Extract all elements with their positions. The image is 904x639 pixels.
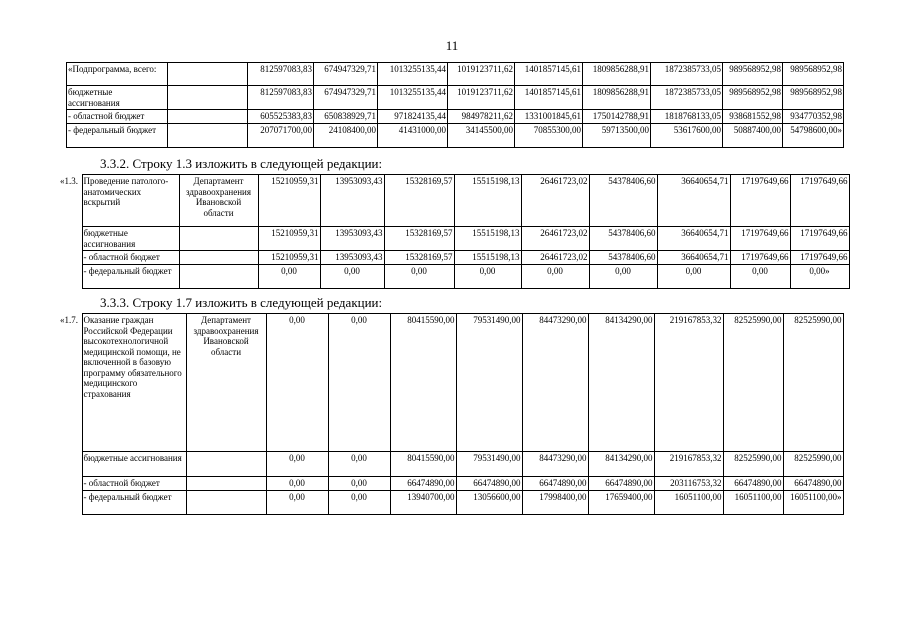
department-cell: Департамент здравоохранения Ивановской области [179, 175, 258, 227]
value-cell: 66474890,00 [723, 477, 783, 491]
row-label: Оказание граждан Российской Федерации высокотехнологичной медицинской помощи, не включенной в базовую программу обязательного медицинского страхования [82, 314, 186, 452]
table-row [67, 110, 844, 124]
value-cell: 1818768133,05 [651, 110, 723, 124]
value-cell: 82525990,00 [723, 452, 783, 477]
value-cell: 0,00 [266, 452, 328, 477]
empty-cell [179, 251, 258, 265]
value-cell: 13953093,43 [320, 227, 384, 251]
value-cell: 605525383,83 [248, 110, 314, 124]
value-cell: 15210959,31 [258, 175, 320, 227]
row-1-3-table [60, 174, 850, 289]
value-cell: 938681552,98 [723, 110, 783, 124]
value-cell: 80415590,00 [390, 452, 456, 477]
table-row [60, 491, 843, 515]
value-cell: 82525990,00 [783, 452, 843, 477]
subprogram-totals-table [66, 62, 844, 148]
value-cell: 0,00 [266, 314, 328, 452]
empty-cell [168, 110, 248, 124]
value-cell: 0,00 [258, 265, 320, 289]
value-cell: 0,00 [589, 265, 657, 289]
value-cell: 59713500,00 [583, 123, 651, 147]
row-label: - федеральный бюджет [82, 491, 186, 515]
empty-cell [60, 477, 82, 491]
value-cell: 17197649,66 [730, 251, 790, 265]
value-cell: 0,00 [328, 314, 390, 452]
value-cell: 207071700,00 [248, 123, 314, 147]
value-cell: 82525990,00 [783, 314, 843, 452]
value-cell: 0,00 [657, 265, 730, 289]
value-cell: 26461723,02 [521, 175, 589, 227]
value-cell: 16051100,00 [723, 491, 783, 515]
value-cell: 41431000,00 [378, 123, 448, 147]
empty-cell [168, 123, 248, 147]
row-number: «1.7. [60, 314, 78, 325]
value-cell: 0,00 [454, 265, 521, 289]
value-cell: 84134290,00 [588, 452, 654, 477]
value-cell: 989568952,98 [723, 63, 783, 86]
row-1-7-table [60, 313, 844, 515]
value-cell: 54378406,60 [589, 227, 657, 251]
value-cell: 15515198,13 [454, 175, 521, 227]
value-cell: 54378406,60 [589, 251, 657, 265]
value-cell: 13953093,43 [320, 175, 384, 227]
value-cell: 0,00 [730, 265, 790, 289]
value-cell: 15328169,57 [384, 175, 454, 227]
value-cell: 15515198,13 [454, 251, 521, 265]
empty-cell [60, 491, 82, 515]
table-row [60, 265, 849, 289]
table-row [67, 63, 844, 86]
empty-cell [168, 63, 248, 86]
value-cell: 79531490,00 [456, 314, 522, 452]
value-cell: 17659400,00 [588, 491, 654, 515]
value-cell: 36640654,71 [657, 227, 730, 251]
value-cell: 989568952,98 [723, 86, 783, 110]
value-cell: 13056600,00 [456, 491, 522, 515]
value-cell: 15515198,13 [454, 227, 521, 251]
value-cell: 84473290,00 [522, 452, 588, 477]
value-cell: 934770352,98 [783, 110, 844, 124]
value-cell: 971824135,44 [378, 110, 448, 124]
page-number: 11 [445, 38, 459, 53]
value-cell: 66474890,00 [456, 477, 522, 491]
row-label: - областной бюджет [82, 477, 186, 491]
table-row [60, 477, 843, 491]
value-cell: 53617600,00 [651, 123, 723, 147]
department-cell: Департамент здравоохранения Ивановской области [186, 314, 266, 452]
value-cell: 15210959,31 [258, 227, 320, 251]
value-cell: 15328169,57 [384, 227, 454, 251]
value-cell: 15210959,31 [258, 251, 320, 265]
empty-cell [60, 251, 82, 265]
value-cell: 0,00 [328, 477, 390, 491]
row-label: - областной бюджет [82, 251, 179, 265]
row-number: «1.3. [60, 175, 78, 186]
value-cell: 84134290,00 [588, 314, 654, 452]
empty-cell [186, 491, 266, 515]
value-cell: 219167853,32 [654, 452, 723, 477]
value-cell: 1019123711,62 [448, 63, 515, 86]
value-cell: 13953093,43 [320, 251, 384, 265]
value-cell: 66474890,00 [783, 477, 843, 491]
value-cell: 1401857145,61 [515, 63, 583, 86]
value-cell: 0,00 [384, 265, 454, 289]
row-label: «Подпрограмма, всего: [67, 63, 168, 86]
section-heading-3-3-2: 3.3.2. Строку 1.3 изложить в следующей редакции: [100, 156, 383, 171]
value-cell: 989568952,98 [783, 86, 844, 110]
value-cell: 17197649,66 [730, 175, 790, 227]
value-cell: 0,00 [521, 265, 589, 289]
value-cell: 1401857145,61 [515, 86, 583, 110]
value-cell: 0,00 [266, 477, 328, 491]
row-label: - федеральный бюджет [67, 123, 168, 147]
row-label: Проведение патолого-анатомических вскрытий [82, 175, 179, 227]
value-cell: 1750142788,91 [583, 110, 651, 124]
empty-cell [179, 265, 258, 289]
value-cell: 1872385733,05 [651, 63, 723, 86]
table-row [67, 86, 844, 110]
value-cell: 1013255135,44 [378, 86, 448, 110]
empty-cell [179, 227, 258, 251]
row-label: бюджетные ассигнования [82, 452, 186, 477]
value-cell: 219167853,32 [654, 314, 723, 452]
value-cell: 15328169,57 [384, 251, 454, 265]
empty-cell [168, 86, 248, 110]
empty-cell [186, 452, 266, 477]
table-row [60, 175, 849, 227]
value-cell: 79531490,00 [456, 452, 522, 477]
table-row [60, 314, 843, 452]
row-label: бюджетные ассигнования [82, 227, 179, 251]
value-cell: 17197649,66 [730, 227, 790, 251]
value-cell: 66474890,00 [522, 477, 588, 491]
value-cell: 650838929,71 [314, 110, 378, 124]
value-cell: 984978211,62 [448, 110, 515, 124]
value-cell: 0,00 [266, 491, 328, 515]
value-cell: 0,00» [790, 265, 849, 289]
table-row [60, 227, 849, 251]
value-cell: 84473290,00 [522, 314, 588, 452]
table-row [67, 123, 844, 147]
value-cell: 674947329,71 [314, 63, 378, 86]
value-cell: 54378406,60 [589, 175, 657, 227]
row-label: бюджетные ассигнования [67, 86, 168, 110]
value-cell: 16051100,00 [654, 491, 723, 515]
value-cell: 54798600,00» [783, 123, 844, 147]
row-label: - областной бюджет [67, 110, 168, 124]
value-cell: 1019123711,62 [448, 86, 515, 110]
value-cell: 26461723,02 [521, 227, 589, 251]
value-cell: 70855300,00 [515, 123, 583, 147]
empty-cell [60, 227, 82, 251]
empty-cell [60, 265, 82, 289]
value-cell: 989568952,98 [783, 63, 844, 86]
value-cell: 1872385733,05 [651, 86, 723, 110]
value-cell: 66474890,00 [588, 477, 654, 491]
table-row [60, 452, 843, 477]
table-row [60, 251, 849, 265]
value-cell: 0,00 [328, 452, 390, 477]
value-cell: 1013255135,44 [378, 63, 448, 86]
value-cell: 13940700,00 [390, 491, 456, 515]
value-cell: 36640654,71 [657, 251, 730, 265]
value-cell: 812597083,83 [248, 63, 314, 86]
value-cell: 0,00 [328, 491, 390, 515]
value-cell: 34145500,00 [448, 123, 515, 147]
value-cell: 674947329,71 [314, 86, 378, 110]
value-cell: 1809856288,91 [583, 63, 651, 86]
value-cell: 24108400,00 [314, 123, 378, 147]
value-cell: 0,00 [320, 265, 384, 289]
value-cell: 50887400,00 [723, 123, 783, 147]
row-label: - федеральный бюджет [82, 265, 179, 289]
value-cell: 82525990,00 [723, 314, 783, 452]
value-cell: 1809856288,91 [583, 86, 651, 110]
value-cell: 16051100,00» [783, 491, 843, 515]
value-cell: 66474890,00 [390, 477, 456, 491]
empty-cell [60, 452, 82, 477]
empty-cell [186, 477, 266, 491]
value-cell: 17197649,66 [790, 175, 849, 227]
value-cell: 80415590,00 [390, 314, 456, 452]
value-cell: 17197649,66 [790, 227, 849, 251]
value-cell: 812597083,83 [248, 86, 314, 110]
section-heading-3-3-3: 3.3.3. Строку 1.7 изложить в следующей редакции: [100, 295, 383, 310]
value-cell: 36640654,71 [657, 175, 730, 227]
value-cell: 203116753,32 [654, 477, 723, 491]
value-cell: 1331001845,61 [515, 110, 583, 124]
value-cell: 17197649,66 [790, 251, 849, 265]
value-cell: 17998400,00 [522, 491, 588, 515]
value-cell: 26461723,02 [521, 251, 589, 265]
